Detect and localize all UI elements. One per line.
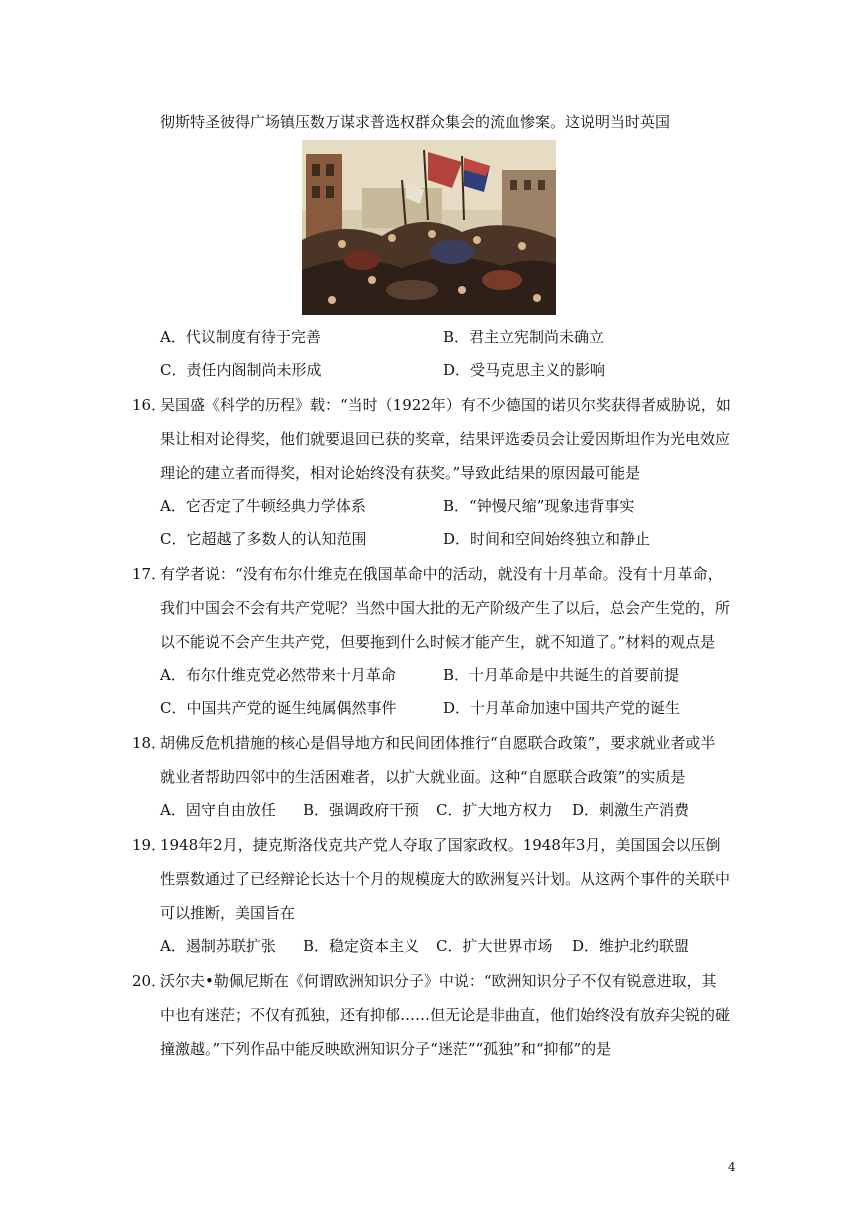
q19-stem-line-1: 1948年2月，捷克斯洛伐克共产党人夺取了国家政权。1948年3月，美国国会以压倒	[160, 836, 721, 854]
q17-stem-line-3: 以不能说不会产生共产党，但要拖到什么时候才能产生，就不知道了。”材料的观点是	[160, 633, 716, 651]
q20-stem-line-2: 中也有迷茫；不仅有孤独，还有抑郁……但无论是非曲直，他们始终没有放弃尖锐的碰	[160, 1006, 731, 1024]
q17-option-a: A．布尔什维克党必然带来十月革命	[160, 666, 396, 684]
q15-option-a: A．代议制度有待于完善	[160, 328, 321, 346]
q16-number: 16．	[132, 396, 167, 414]
q16-option-b: B．“钟慢尺缩”现象违背事实	[443, 497, 635, 515]
q18-number: 18．	[132, 734, 167, 752]
q16-stem-line-2: 果让相对论得奖，他们就要退回已获的奖章，结果评选委员会让爱因斯坦作为光电效应	[160, 430, 731, 448]
q19-option-d: D．维护北约联盟	[572, 937, 690, 955]
q16-option-a: A．它否定了牛顿经典力学体系	[160, 497, 366, 515]
q19-stem-line-2: 性票数通过了已经辩论长达十个月的规模庞大的欧洲复兴计划。从这两个事件的关联中	[160, 870, 731, 888]
q17-option-b: B．十月革命是中共诞生的首要前提	[443, 666, 680, 684]
q18-option-b: B．强调政府干预	[303, 801, 420, 819]
q15-option-b: B．君主立宪制尚未确立	[443, 328, 605, 346]
q18-option-c: C．扩大地方权力	[436, 801, 553, 819]
q15-option-d: D．受马克思主义的影响	[443, 361, 606, 379]
q18-option-a: A．固守自由放任	[160, 801, 276, 819]
q19-option-c: C．扩大世界市场	[436, 937, 553, 955]
q19-option-b: B．稳定资本主义	[303, 937, 420, 955]
q19-option-a: A．遏制苏联扩张	[160, 937, 276, 955]
q19-number: 19．	[132, 836, 167, 854]
q19-stem-line-3: 可以推断，美国旨在	[160, 904, 296, 922]
q20-number: 20．	[132, 972, 167, 990]
q17-option-d: D．十月革命加速中国共产党的诞生	[443, 699, 681, 717]
q16-option-d: D．时间和空间始终独立和静止	[443, 530, 651, 548]
q18-stem-line-2: 就业者帮助四邻中的生活困难者，以扩大就业面。这种“自愿联合政策”的实质是	[160, 768, 686, 786]
q15-stem-line: 彻斯特圣彼得广场镇压数万谋求普选权群众集会的流血惨案。这说明当时英国	[160, 113, 671, 131]
q20-stem-line-1: 沃尔夫•勒佩尼斯在《何谓欧洲知识分子》中说：“欧洲知识分子不仅有锐意进取，其	[160, 972, 717, 990]
q16-stem-line-3: 理论的建立者而得奖，相对论始终没有获奖。”导致此结果的原因最可能是	[160, 464, 641, 482]
q17-number: 17．	[132, 565, 167, 583]
page-number: 4	[728, 1160, 736, 1174]
q18-option-d: D．刺激生产消费	[572, 801, 690, 819]
q16-stem-line-1: 吴国盛《科学的历程》载：“当时（1922年）有不少德国的诺贝尔奖获得者威胁说，如	[160, 396, 731, 414]
q15-option-c: C．责任内阁制尚未形成	[160, 361, 322, 379]
q17-stem-line-1: 有学者说：“没有布尔什维克在俄国革命中的活动，就没有十月革命。没有十月革命，	[160, 565, 723, 583]
q17-stem-line-2: 我们中国会不会有共产党呢？当然中国大批的无产阶级产生了以后，总会产生党的，所	[160, 599, 731, 617]
q18-stem-line-1: 胡佛反危机措施的核心是倡导地方和民间团体推行“自愿联合政策”，要求就业者或半	[160, 734, 716, 752]
q17-option-c: C．中国共产党的诞生纯属偶然事件	[160, 699, 397, 717]
q20-stem-line-3: 撞激越。”下列作品中能反映欧洲知识分子“迷茫”“孤独”和“抑郁”的是	[160, 1040, 612, 1058]
q16-option-c: C．它超越了多数人的认知范围	[160, 530, 367, 548]
historical-engraving-image	[302, 140, 556, 315]
